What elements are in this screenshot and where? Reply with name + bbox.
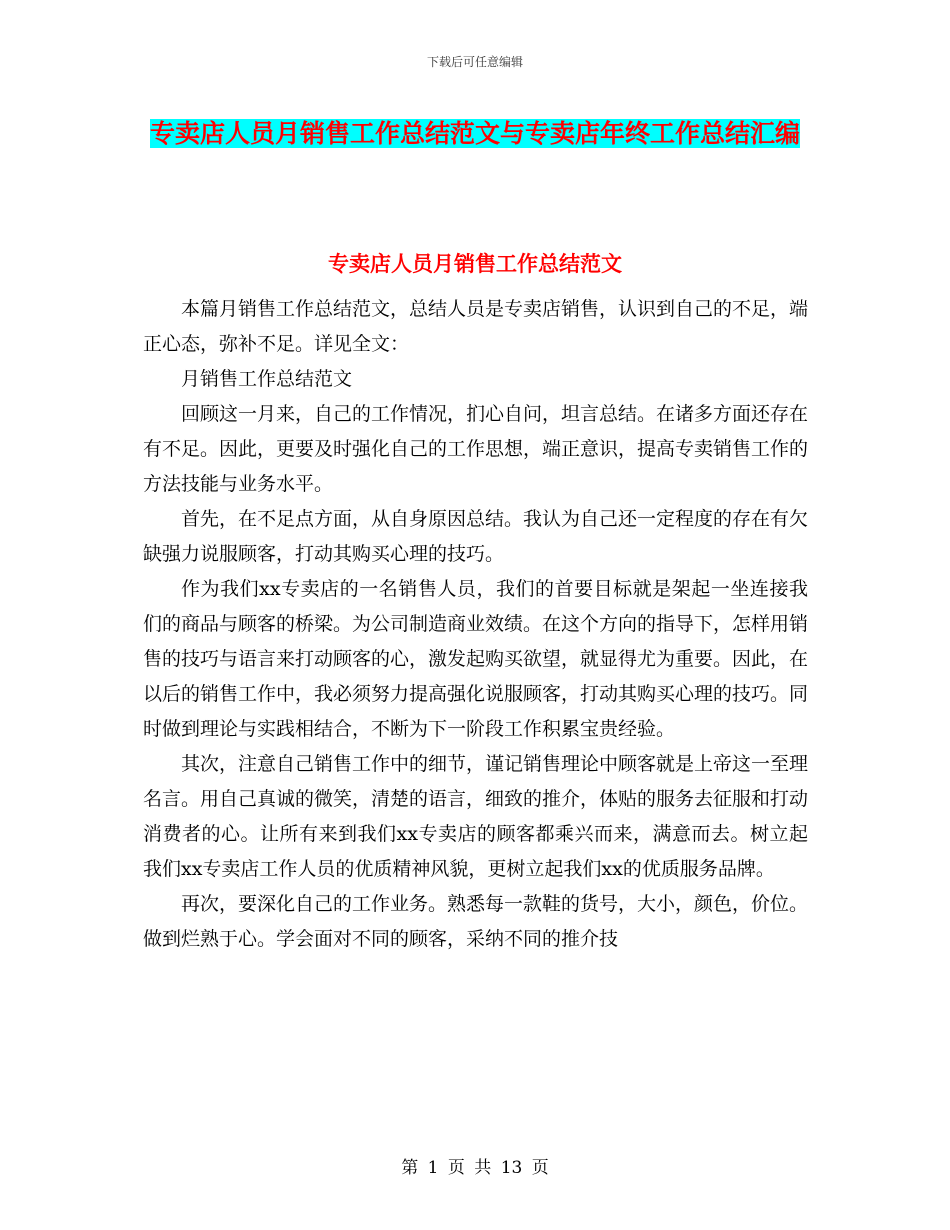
section-title: 专卖店人员月销售工作总结范文 xyxy=(328,252,622,276)
paragraph: 本篇月销售工作总结范文，总结人员是专卖店销售，认识到自己的不足，端正心态，弥补不足。详见全文： xyxy=(143,298,809,355)
page-header: 下载后可任意编辑 xyxy=(426,55,523,69)
document-title-text: 专卖店人员月销售工作总结范文与专卖店年终工作总结汇编 xyxy=(149,119,800,148)
page-footer: 第 1 页 共 13 页 xyxy=(401,1158,549,1178)
document-title xyxy=(140,108,810,160)
paragraph: 首先，在不足点方面，从自身原因总结。我认为自己还一定程度的存在有欠缺强力说服顾客，打动其购买心理的技巧。 xyxy=(143,508,809,565)
document-body xyxy=(143,292,808,957)
paragraph: 其次，注意自己销售工作中的细节，谨记销售理论中顾客就是上帝这一至理名言。用自己真诚的微笑，清楚的语言，细致的推介，体贴的服务去征服和打动消费者的心。让所有来到我们xx专卖店的顾客都乘兴而来，满意而去。树立起我们xx专卖店工作人员的优质精神风貌，更树立起我们xx的优质服务品牌。 xyxy=(143,753,809,880)
paragraph: 再次，要深化自己的工作业务。熟悉每一款鞋的货号，大小，颜色，价位。做到烂熟于心。学会面对不同的顾客，采纳不同的推介技 xyxy=(143,893,809,950)
paragraph: 回顾这一月来，自己的工作情况，扪心自问，坦言总结。在诸多方面还存在有不足。因此，更要及时强化自己的工作思想，端正意识，提高专卖销售工作的方法技能与业务水平。 xyxy=(143,403,809,495)
paragraph: 月销售工作总结范文 xyxy=(181,368,353,390)
paragraph: 作为我们xx专卖店的一名销售人员，我们的首要目标就是架起一坐连接我们的商品与顾客的桥梁。为公司制造商业效绩。在这个方向的指导下，怎样用销售的技巧与语言来打动顾客的心，激发起购买欲望，就显得尤为重要。因此，在以后的销售工作中，我必须努力提高强化说服顾客，打动其购买心理的技巧。同时做到理论与实践相结合，不断为下一阶段工作积累宝贵经验。 xyxy=(143,578,809,740)
